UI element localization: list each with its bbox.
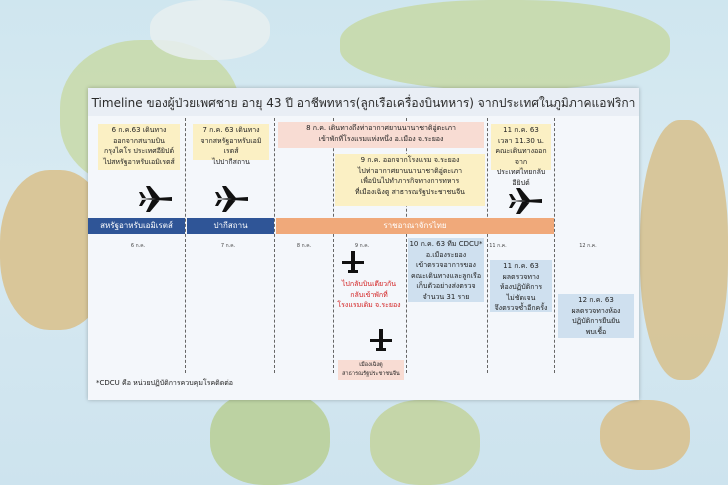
event-jul11: 11 ก.ค. 63 เวลา 11.30 น. คณะเดินทางออกจาก ประเทศไทยกลับอียิปต์ [491,124,551,170]
country-bar-pakistan: ปากีสถาน [187,218,274,234]
map-land [340,0,670,90]
lab-result-jul12: 12 ก.ค. 63 ผลตรวจทางห้อง ปฏิบัติการยืนยัน พบเชื้อ [558,294,634,338]
map-land [370,400,480,485]
airplane-icon [340,250,366,274]
date-label: 9 ก.ค. [354,243,370,249]
cdcu-jul10: 10 ก.ค. 63 ทีม CDCU* อ.เมืองระยอง เข้าตรวจอาการของ คณะเดินทางและลูกเรือ เก็บตัวอย่างส่งตรวจ จำนวน 31 ราย [409,240,483,301]
page-title: Timeline ของผู้ป่วยเพศชาย อายุ 43 ปี อาชีพทหาร(ลูกเรือเครื่องบินทหาร) จากประเทศในภูมิภาคแอฟริกา [91,96,636,110]
date-label: 6 ก.ค. [130,243,146,249]
day-divider [274,118,275,373]
map-land [210,390,330,485]
map-land [600,400,690,470]
event-jul8: 8 ก.ค. เดินทางถึงท่าอากาศยานนานาชาติอู่ตะเภา เข้าพักที่โรงแรมแห่งหนึ่ง อ.เมือง จ.ระยอง [278,122,484,148]
chengdu-label: เมืองเฉิงตู สาธารณรัฐประชาชนจีน [338,360,404,380]
day-divider [554,118,555,373]
day-divider [333,118,334,373]
day-divider [185,118,186,373]
date-label: 12 ก.ค. [579,243,597,249]
event-jul6: 6 ก.ค.63 เดินทาง ออกจากสนามบิน กรุงไคโร ประเทศอียิปต์ ไปสหรัฐอาหรับเอมิเรตส์ [98,124,180,170]
map-land [150,0,270,60]
event-jul9: 9 ก.ค. ออกจากโรงแรม จ.ระยอง ไปท่าอากาศยานนานาชาติอู่ตะเภา เพื่อบินไปทำภารกิจทางการทหาร ที่เมืองเฉิงตู สาธารณรัฐประชาชนจีน [335,154,485,206]
airplane-icon [368,328,394,352]
event-jul7: 7 ก.ค. 63 เดินทาง จากสหรัฐอาหรับเอมิเรตส์ ไปปากีสถาน [193,124,269,160]
airplane-icon [138,184,174,214]
country-bar-uae: สหรัฐอาหรับเอมิเรตส์ [88,218,185,234]
return-to-hotel-note: ไปกลับบินเดียวกัน กลับเข้าพักที่ โรงแรมเดิม จ.ระยอง [337,280,401,309]
lab-result-jul11: 11 ก.ค. 63 ผลตรวจทาง ห้องปฏิบัติการ ไม่ชัดเจน จึงตรวจซ้ำอีกครั้ง [490,260,552,312]
timeline-panel [88,88,639,400]
date-label: 8 ก.ค. [296,243,312,249]
date-label: 11 ก.ค. [489,243,507,249]
footnote: *CDCU คือ หน่วยปฏิบัติการควบคุมโรคติดต่อ [96,379,234,387]
country-bar-thailand: ราชอาณาจักรไทย [276,218,554,234]
date-label: 7 ก.ค. [220,243,236,249]
map-land [640,120,728,380]
airplane-icon [214,184,250,214]
airplane-icon [508,186,544,216]
